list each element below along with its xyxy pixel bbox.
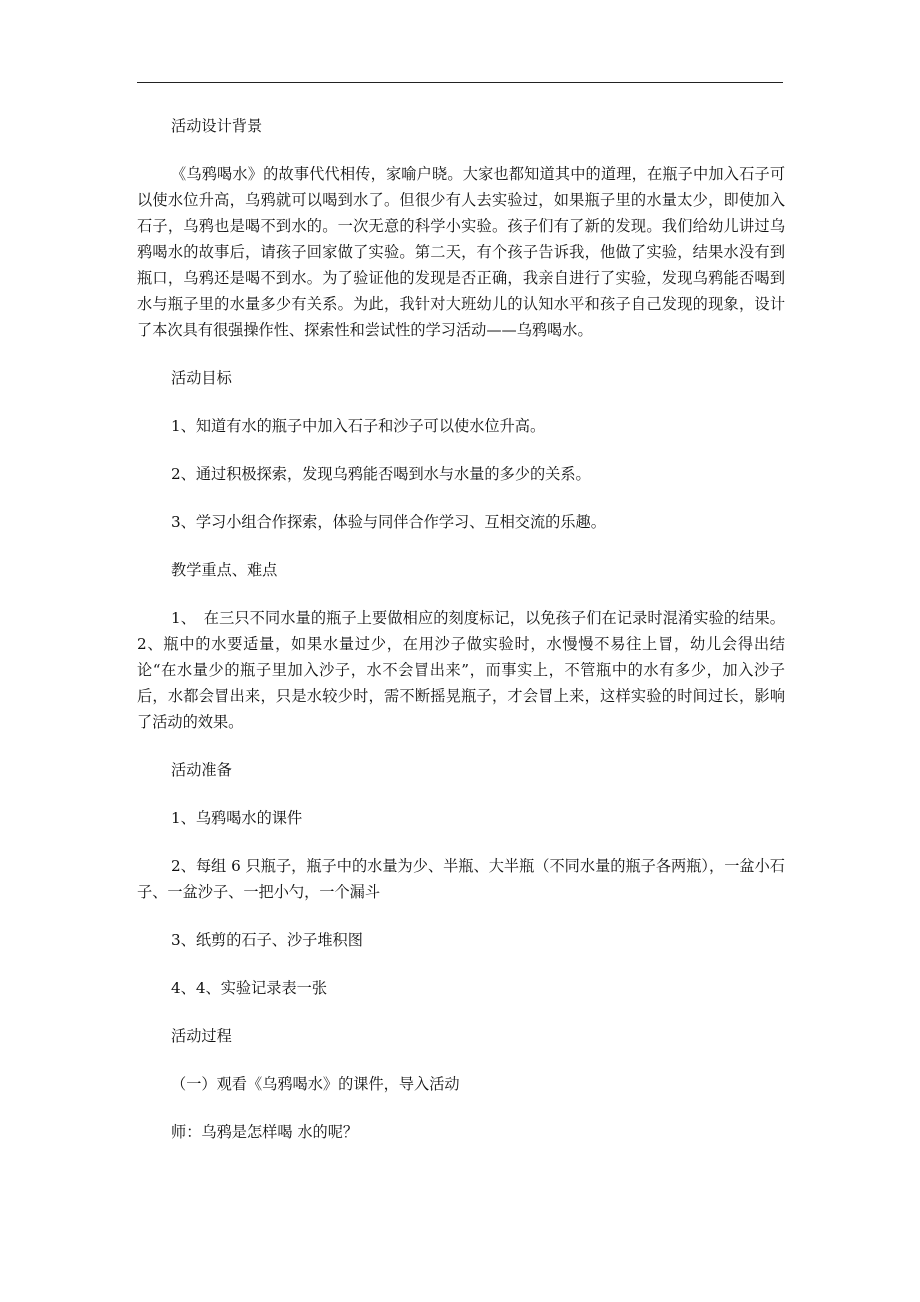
prep-item-4: 4、4、实验记录表一张 — [171, 979, 328, 997]
prep-item-2: 2、每组 6 只瓶子，瓶子中的水量为少、半瓶、大半瓶（不同水量的瓶子各两瓶），一盆小石子、一盆沙子、一把小勺，一个漏斗 — [137, 857, 785, 901]
header-rule — [137, 82, 783, 83]
paragraph-key-points: 1、 在三只不同水量的瓶子上要做相应的刻度标记，以免孩子们在记录时混淆实验的结果。 2、瓶中的水要适量，如果水量过少，在用沙子做实验时，水慢慢不易往上冒，幼儿会得出结论“在水量少的瓶子里加入沙子，水不会冒出来”，而事实上，不管瓶中的水有多少，加入沙子后，水都会冒出来，只是水较少时，需不断摇晃瓶子，才会冒上来，这样实验的时间过长，影响了活动的效果。 — [137, 609, 785, 731]
heading-background: 活动设计背景 — [171, 117, 263, 135]
teacher-question: 师：乌鸦是怎样喝 水的呢？ — [171, 1123, 359, 1141]
heading-goals: 活动目标 — [171, 369, 232, 387]
goal-item-1: 1、知道有水的瓶子中加入石子和沙子可以使水位升高。 — [171, 417, 546, 435]
prep-item-1: 1、乌鸦喝水的课件 — [171, 809, 303, 827]
heading-preparation: 活动准备 — [171, 761, 232, 779]
document-body — [137, 113, 785, 1167]
goal-item-2: 2、通过积极探索，发现乌鸦能否喝到水与水量的多少的关系。 — [171, 465, 591, 483]
process-step-1: （一）观看《乌鸦喝水》的课件，导入活动 — [171, 1075, 460, 1093]
paragraph-background: 《乌鸦喝水》的故事代代相传，家喻户晓。大家也都知道其中的道理，在瓶子中加入石子可以使水位升高，乌鸦就可以喝到水了。但很少有人去实验过，如果瓶子里的水量太少，即使加入石子，乌鸦也是喝不到水的。一次无意的科学小实验。孩子们有了新的发现。我们给幼儿讲过乌鸦喝水的故事后，请孩子回家做了实验。第二天，有个孩子告诉我，他做了实验，结果水没有到瓶口，乌鸦还是喝不到水。为了验证他的发现是否正确，我亲自进行了实验，发现乌鸦能否喝到水与瓶子里的水量多少有关系。为此，我针对大班幼儿的认知水平和孩子自己发现的现象，设计了本次具有很强操作性、探索性和尝试性的学习活动——乌鸦喝水。 — [137, 165, 785, 339]
goal-item-3: 3、学习小组合作探索，体验与同伴合作学习、互相交流的乐趣。 — [171, 513, 606, 531]
heading-key-points: 教学重点、难点 — [171, 561, 278, 579]
heading-process: 活动过程 — [171, 1027, 232, 1045]
prep-item-3: 3、纸剪的石子、沙子堆积图 — [171, 931, 363, 949]
